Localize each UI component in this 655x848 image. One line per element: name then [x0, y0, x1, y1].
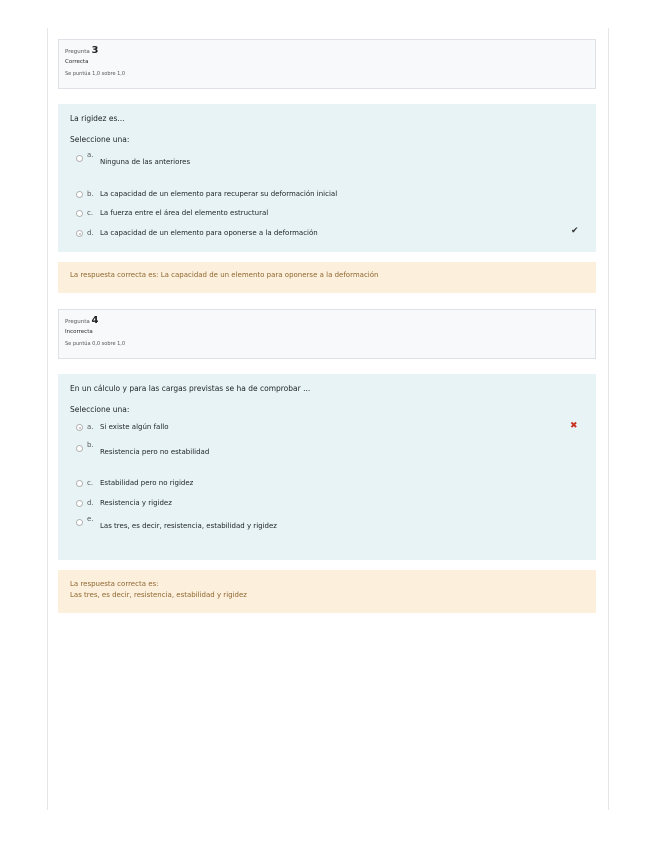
- option-letter: b.: [87, 441, 94, 449]
- option-text: La capacidad de un elemento para recuperar su deformación inicial: [100, 190, 338, 198]
- feedback-text: La respuesta correcta es: La capacidad de un elemento para oponerse a la deformación: [70, 271, 379, 279]
- right-answer-feedback-3: [58, 262, 596, 293]
- option-text: Ninguna de las anteriores: [100, 158, 191, 166]
- option-text: Si existe algún fallo: [100, 423, 169, 431]
- option-text: Las tres, es decir, resistencia, estabilidad y rigidez: [100, 522, 277, 530]
- answer-option-c[interactable]: [76, 479, 193, 487]
- option-letter: a.: [87, 151, 94, 159]
- select-prompt: Seleccione una:: [70, 405, 130, 414]
- radio-button[interactable]: [76, 500, 83, 507]
- radio-button[interactable]: [76, 445, 83, 452]
- feedback-answer: Las tres, es decir, resistencia, estabilidad y rigidez: [70, 591, 247, 599]
- option-text: La fuerza entre el área del elemento estructural: [100, 209, 269, 217]
- question-text: En un cálculo y para las cargas previstas se ha de comprobar ...: [70, 384, 311, 393]
- radio-button[interactable]: [76, 155, 83, 162]
- answer-option-b[interactable]: [76, 190, 337, 198]
- correct-check-icon: ✔: [571, 226, 579, 236]
- answer-option-d[interactable]: [76, 499, 172, 507]
- question-number: Pregunta 3: [65, 45, 99, 56]
- select-prompt: Seleccione una:: [70, 135, 130, 144]
- option-letter: a.: [87, 423, 94, 431]
- option-letter: d.: [87, 229, 94, 237]
- option-text: Resistencia y rigidez: [100, 499, 172, 507]
- option-text: La capacidad de un elemento para oponerse a la deformación: [100, 229, 318, 237]
- question-grade: Se puntúa 1,0 sobre 1,0: [65, 71, 126, 77]
- answer-option-e[interactable]: [76, 515, 277, 530]
- question-state: Correcta: [65, 59, 89, 65]
- answer-option-c[interactable]: [76, 209, 268, 217]
- radio-button-selected[interactable]: [76, 230, 83, 237]
- answer-option-a[interactable]: [76, 151, 191, 166]
- option-letter: c.: [87, 479, 94, 487]
- incorrect-cross-icon: ✖: [570, 421, 578, 431]
- option-text: Resistencia pero no estabilidad: [100, 448, 210, 456]
- question-info-4: [58, 309, 596, 359]
- feedback-title: La respuesta correcta es:: [70, 580, 159, 588]
- option-letter: c.: [87, 209, 94, 217]
- radio-button[interactable]: [76, 210, 83, 217]
- question-text: La rigidez es...: [70, 114, 125, 123]
- option-letter: d.: [87, 499, 94, 507]
- question-grade: Se puntúa 0,0 sobre 1,0: [65, 341, 126, 347]
- radio-button-selected[interactable]: [76, 424, 83, 431]
- radio-button[interactable]: [76, 480, 83, 487]
- answer-option-b[interactable]: [76, 441, 210, 456]
- radio-button[interactable]: [76, 519, 83, 526]
- answer-option-d[interactable]: [76, 229, 318, 237]
- question-number: Pregunta 4: [65, 315, 99, 326]
- radio-button[interactable]: [76, 191, 83, 198]
- option-letter: e.: [87, 515, 94, 523]
- question-formulation-3: [58, 104, 596, 252]
- question-formulation-4: [58, 374, 596, 560]
- answer-option-a[interactable]: [76, 423, 169, 431]
- option-letter: b.: [87, 190, 94, 198]
- right-answer-feedback-4: [58, 570, 596, 613]
- question-state: Incorrecta: [65, 329, 93, 335]
- question-info-3: [58, 39, 596, 89]
- option-text: Estabilidad pero no rigidez: [100, 479, 194, 487]
